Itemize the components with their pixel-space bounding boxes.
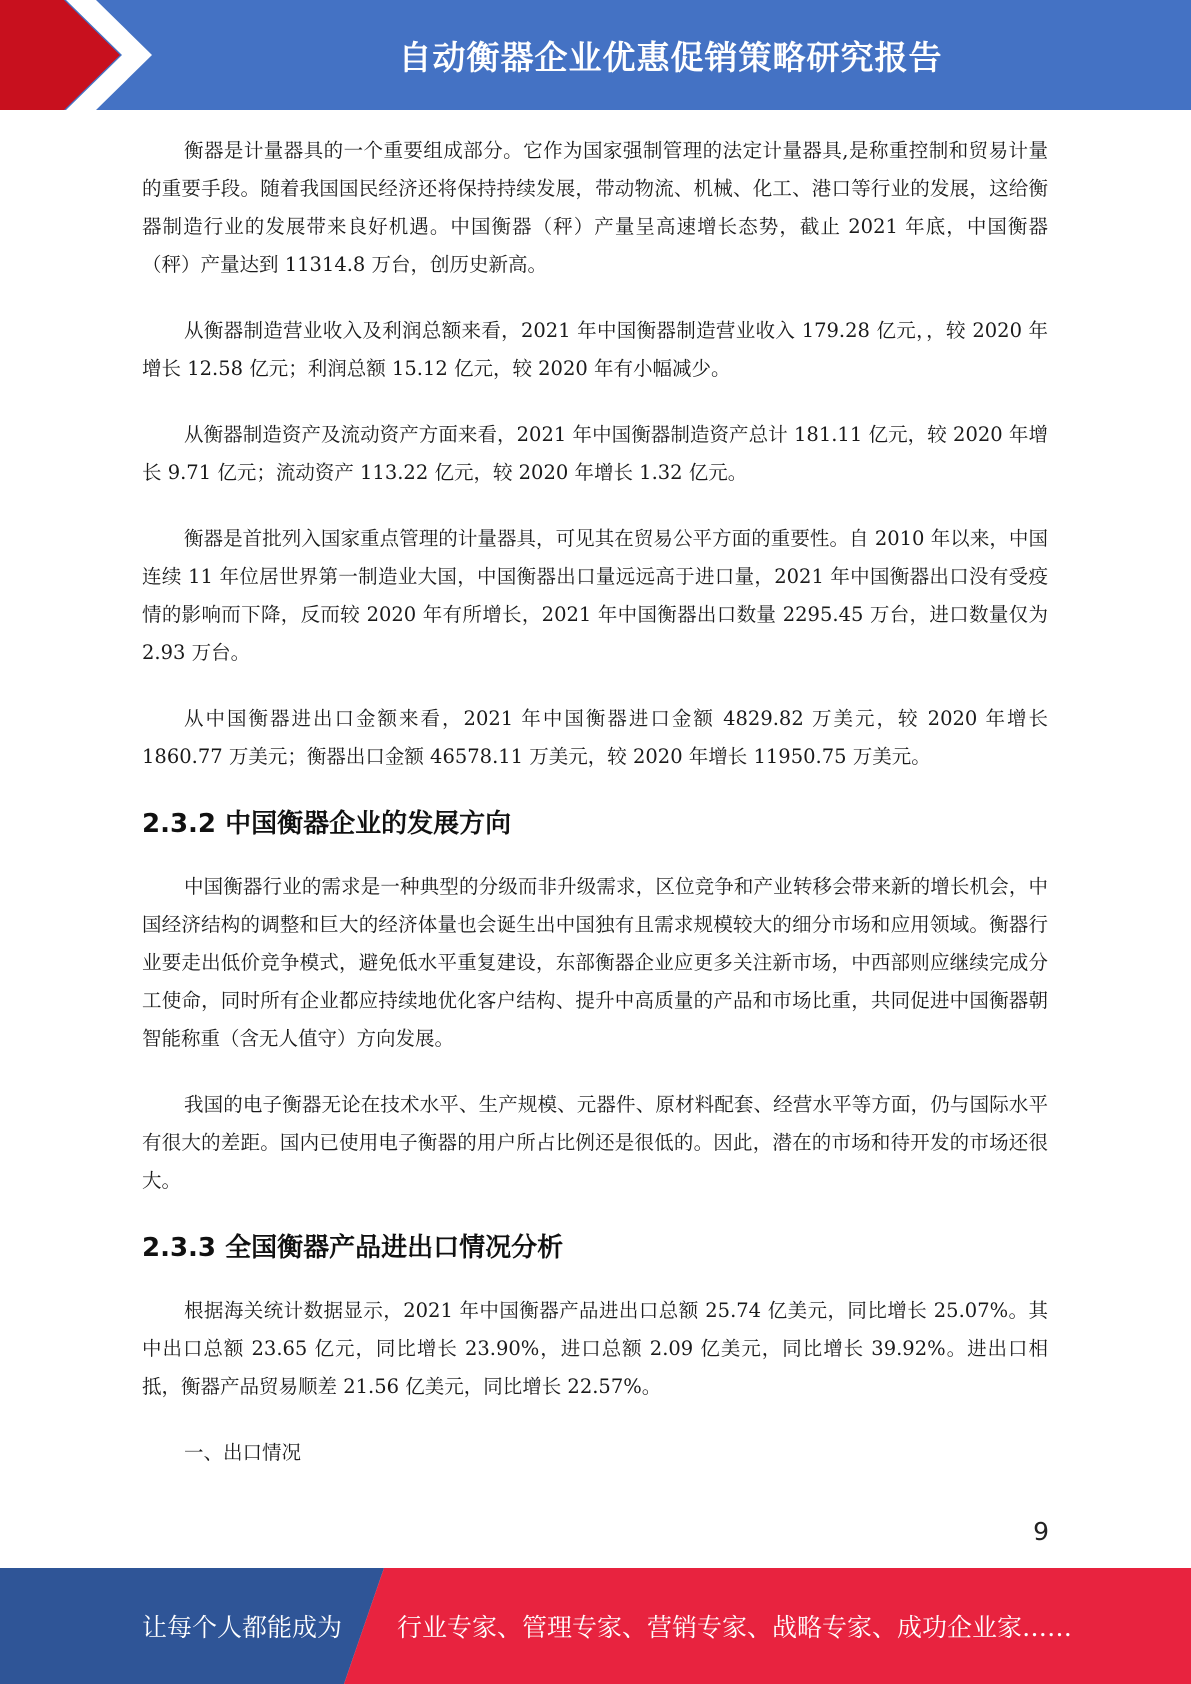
page-header (0, 0, 1191, 110)
subheading-export: 一、出口情况 (184, 1441, 302, 1464)
page-footer (0, 1568, 1191, 1684)
page-number: 9 (1033, 1517, 1049, 1546)
report-title: 自动衡器企业优惠促销策略研究报告 (398, 37, 943, 77)
paragraph: 我国的电子衡器无论在技术水平、生产规模、元器件、原材料配套、经营水平等方面，仍与国际水平有很大的差距。国内已使用电子衡器的用户所占比例还是很低的。因此，潜在的市场和待开发的市场还很大。 (142, 1093, 1048, 1192)
paragraph: 从衡器制造资产及流动资产方面来看，2021 年中国衡器制造资产总计 181.11 亿元，较 2020 年增长 9.71 亿元；流动资产 113.22 亿元，较 2020 年增长 1.32 亿元。 (142, 423, 1048, 484)
main-content (142, 132, 1048, 1500)
paragraph: 从中国衡器进出口金额来看，2021 年中国衡器进口金额 4829.82 万美元，较 2020 年增长 1860.77 万美元；衡器出口金额 46578.11 万美元，较 2020 年增长 11950.75 万美元。 (142, 707, 1048, 768)
footer-slogan-left: 让每个人都能成为 (142, 1613, 343, 1642)
paragraph: 从衡器制造营业收入及利润总额来看，2021 年中国衡器制造营业收入 179.28 亿元，，较 2020 年增长 12.58 亿元；利润总额 15.12 亿元，较 2020 年有小幅减少。 (142, 319, 1048, 380)
footer-slogan-right: 行业专家、管理专家、营销专家、战略专家、成功企业家…… (397, 1613, 1073, 1642)
paragraph: 衡器是首批列入国家重点管理的计量器具，可见其在贸易公平方面的重要性。自 2010 年以来，中国连续 11 年位居世界第一制造业大国，中国衡器出口量远远高于进口量，2021 年中国衡器出口没有受疫情的影响而下降，反而较 2020 年有所增长，2021 年中国衡器出口数量 2295.45 万台，进口数量仅为 2.93 万台。 (142, 527, 1048, 664)
paragraph: 衡器是计量器具的一个重要组成部分。它作为国家强制管理的法定计量器具,是称重控制和贸易计量的重要手段。随着我国国民经济还将保持持续发展，带动物流、机械、化工、港口等行业的发展，这给衡器制造行业的发展带来良好机遇。中国衡器（秤）产量呈高速增长态势，截止 2021 年底，中国衡器（秤）产量达到 11314.8 万台，创历史新高。 (142, 139, 1048, 276)
section-heading-2-3-3: 2.3.3 全国衡器产品进出口情况分析 (142, 1233, 564, 1263)
paragraph: 根据海关统计数据显示，2021 年中国衡器产品进出口总额 25.74 亿美元，同比增长 25.07%。其中出口总额 23.65 亿元，同比增长 23.90%，进口总额 2.09 亿美元，同比增长 39.92%。进出口相抵，衡器产品贸易顺差 21.56 亿美元，同比增长 22.57%。 (142, 1299, 1048, 1398)
paragraph: 中国衡器行业的需求是一种典型的分级而非升级需求，区位竞争和产业转移会带来新的增长机会，中国经济结构的调整和巨大的经济体量也会诞生出中国独有且需求规模较大的细分市场和应用领域。衡器行业要走出低价竞争模式，避免低水平重复建设，东部衡器企业应更多关注新市场，中西部则应继续完成分工使命，同时所有企业都应持续地优化客户结构、提升中高质量的产品和市场比重，共同促进中国衡器朝智能称重（含无人值守）方向发展。 (142, 875, 1048, 1050)
section-heading-2-3-2: 2.3.2 中国衡器企业的发展方向 (142, 809, 512, 839)
